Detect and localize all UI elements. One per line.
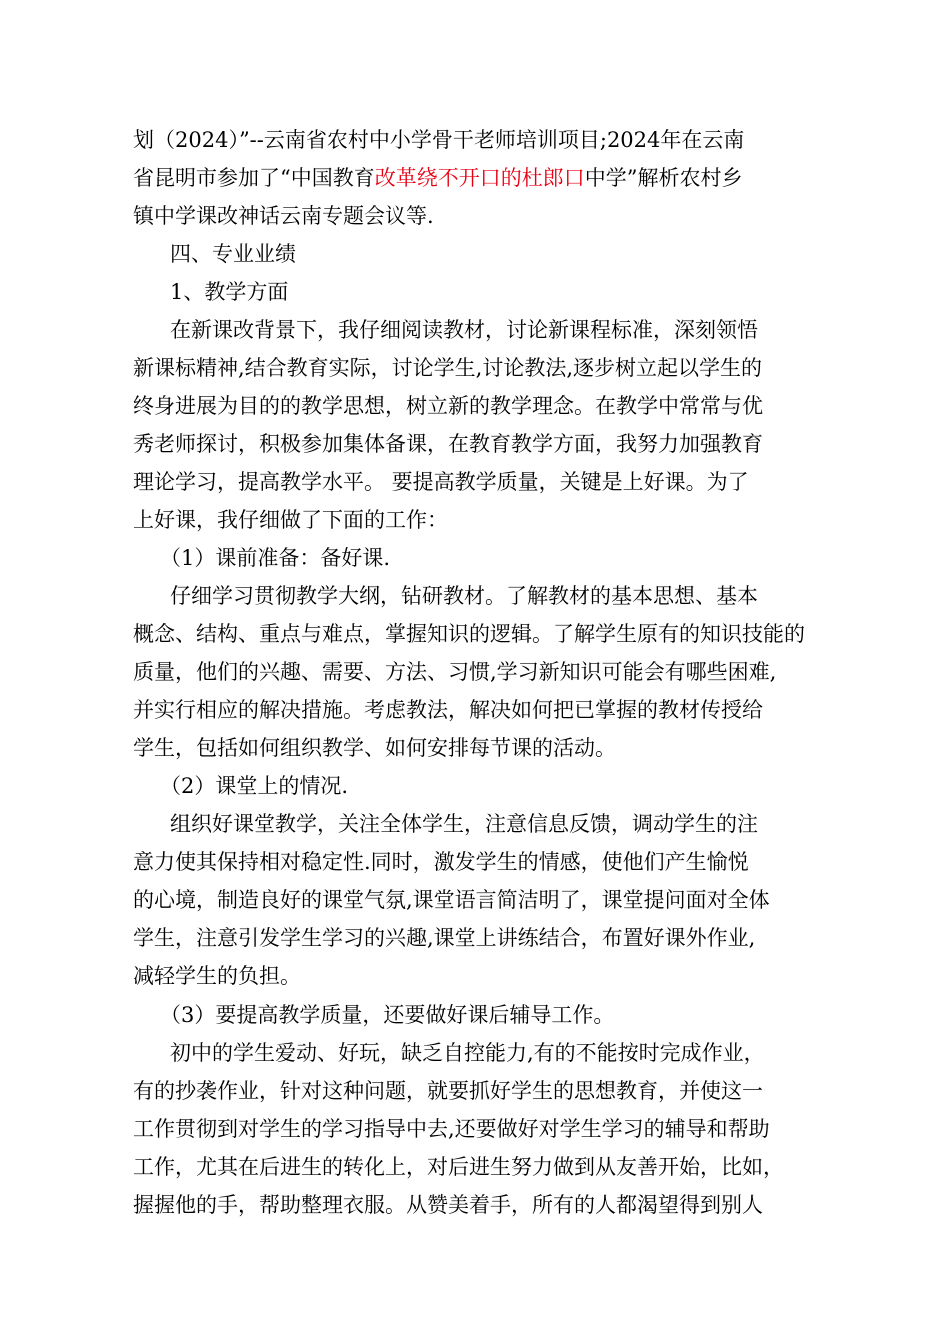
text-line-8: 终身进展为目的的教学思想，树立新的教学理念。在教学中常常与优 [133,394,763,418]
text-line-23: 减轻学生的负担。 [133,964,301,988]
text-line-17: 学生，包括如何组织教学、如何安排每节课的活动。 [133,736,616,760]
subsection-heading: 1、教学方面 [170,280,289,304]
text-segment: 中学”解析农村乡 [584,166,743,190]
text-line-28: 工作，尤其在后进生的转化上，对后进生努力做到从友善开始，比如， [133,1155,784,1179]
item-heading-1: （1）课前准备：备好课. [160,546,391,570]
text-line-7: 新课标精神,结合教育实际，讨论学生,讨论教法,逐步树立起以学生的 [133,356,763,380]
section-heading: 四、专业业绩 [170,242,296,266]
text-line-14: 概念、结构、重点与难点，掌握知识的逻辑。了解学生原有的知识技能的 [133,622,805,646]
text-line-13: 仔细学习贯彻教学大纲，钻研教材。了解教材的基本思想、基本 [170,584,758,608]
highlighted-text: 改革绕不开口的杜郎口 [374,166,585,190]
text-line-6: 在新课改背景下，我仔细阅读教材，讨论新课程标准，深刻领悟 [170,318,758,342]
item-heading-2: （2）课堂上的情况. [160,774,349,798]
text-line-22: 学生，注意引发学生学习的兴趣,课堂上讲练结合，布置好课外作业, [133,926,756,950]
text-segment: 省昆明市参加了“中国教育 [133,166,375,190]
text-line-20: 意力使其保持相对稳定性.同时，激发学生的情感，使他们产生愉悦 [133,850,749,874]
text-line-1: 划（2024）”--云南省农村中小学骨干老师培训项目;2024年在云南 [133,128,745,152]
text-line-3: 镇中学课改神话云南专题会议等. [133,204,434,228]
text-line-15: 质量，他们的兴趣、需要、方法、习惯,学习新知识可能会有哪些困难, [133,660,777,684]
item-heading-3: （3）要提高教学质量，还要做好课后辅导工作。 [160,1003,615,1027]
text-line-27: 工作贯彻到对学生的学习指导中去,还要做好对学生学习的辅导和帮助 [133,1117,770,1141]
text-line-9: 秀老师探讨，积极参加集体备课，在教育教学方面，我努力加强教育 [133,432,763,456]
text-line-21: 的心境，制造良好的课堂气氛,课堂语言简洁明了，课堂提问面对全体 [133,888,770,912]
text-line-26: 有的抄袭作业，针对这种问题，就要抓好学生的思想教育，并使这一 [133,1079,763,1103]
text-line-10: 理论学习，提高教学水平。 要提高教学质量，关键是上好课。为了 [133,470,749,494]
text-line-16: 并实行相应的解决措施。考虑教法，解决如何把已掌握的教材传授给 [133,698,763,722]
text-line-19: 组织好课堂教学，关注全体学生，注意信息反馈，调动学生的注 [170,812,758,836]
text-line-11: 上好课，我仔细做了下面的工作： [133,508,448,532]
text-line-29: 握握他的手，帮助整理衣服。从赞美着手，所有的人都渴望得到别人 [133,1193,763,1217]
text-line-25: 初中的学生爱动、好玩，缺乏自控能力,有的不能按时完成作业， [170,1041,765,1065]
text-line-2 [133,163,743,193]
